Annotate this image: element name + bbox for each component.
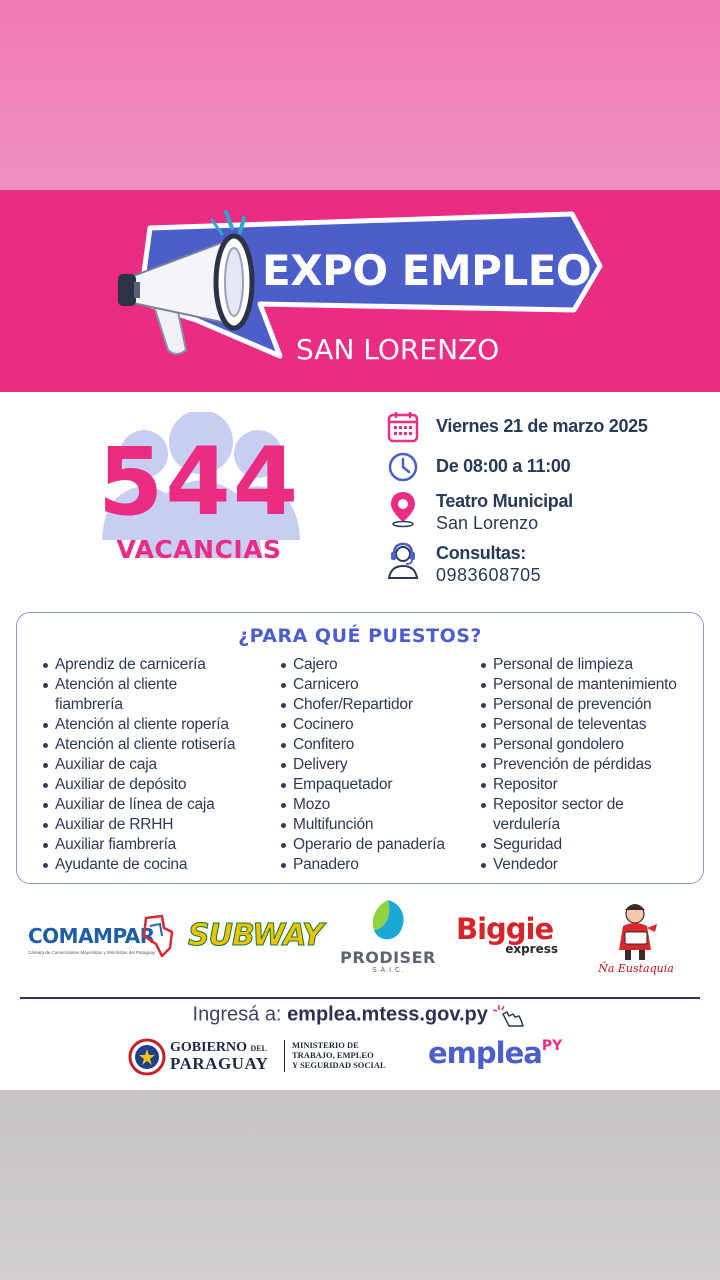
poster-header	[0, 190, 720, 392]
list-item: Chofer/Repartidor	[277, 695, 445, 715]
ministry-line-2: TRABAJO, EMPLEO	[292, 1050, 374, 1060]
list-item: Personal gondolero	[477, 735, 677, 755]
job-list-column-3	[477, 655, 677, 875]
prodiser-emblem-icon	[366, 898, 410, 944]
website-line	[0, 1002, 720, 1028]
list-item: Delivery	[277, 755, 445, 775]
emplea-wordmark: emplea	[428, 1036, 542, 1070]
comampar-logo	[28, 924, 155, 955]
footer-logos	[0, 1034, 720, 1080]
list-item: Repositor sector de	[477, 795, 677, 815]
footer-separator	[284, 1040, 285, 1072]
job-list-column-1	[39, 655, 235, 875]
list-item: Empaquetador	[277, 775, 445, 795]
biggie-express-logo	[456, 912, 568, 956]
location-name: Teatro Municipal	[436, 491, 573, 511]
list-item: Operario de panadería	[277, 835, 445, 855]
job-positions-panel	[16, 612, 704, 884]
list-item: Carnicero	[277, 675, 445, 695]
sponsor-logos	[0, 898, 720, 998]
emplea-py-badge: PY	[541, 1038, 563, 1054]
list-item: Auxiliar fiambrería	[39, 835, 235, 855]
list-item: Auxiliar de caja	[39, 755, 235, 775]
website-link[interactable]: emplea.mtess.gov.py	[287, 1003, 488, 1026]
list-item: Repositor	[477, 775, 677, 795]
headset-support-icon	[386, 540, 420, 580]
list-item: Atención al cliente rotisería	[39, 735, 235, 755]
list-item: Prevención de pérdidas	[477, 755, 677, 775]
government-line-1: GOBIERNO	[170, 1040, 248, 1055]
event-title: EXPO EMPLEO	[262, 246, 592, 295]
clock-icon	[386, 450, 420, 484]
list-item: Atención al cliente	[39, 675, 235, 695]
prodiser-sub: S.A.I.C.	[371, 967, 405, 974]
government-line-2: PARAGUAY	[170, 1054, 269, 1073]
ministry-wordmark	[292, 1040, 386, 1070]
list-item: Multifunción	[277, 815, 445, 835]
comampar-tagline: Cámara de Comerciantes Mayoristas y Minoristas del Paraguay	[28, 950, 156, 955]
list-item: Auxiliar de línea de caja	[39, 795, 235, 815]
eustaquia-name: Ña Eustaquia	[598, 962, 674, 975]
event-date: Viernes 21 de marzo 2025	[436, 416, 648, 436]
list-item: Vendedor	[477, 855, 677, 875]
vacancies-count: 544	[97, 428, 301, 537]
list-item: Seguridad	[477, 835, 677, 855]
subway-name: SUBWAY	[188, 918, 323, 953]
list-item: Auxiliar de RRHH	[39, 815, 235, 835]
list-item: Ayudante de cocina	[39, 855, 235, 875]
list-item: Panadero	[277, 855, 445, 875]
website-label: Ingresá a:	[192, 1003, 282, 1026]
subway-logo	[188, 918, 323, 953]
comampar-name: COMAMPAR	[28, 924, 155, 948]
list-item: Atención al cliente ropería	[39, 715, 235, 735]
chef-character-icon	[611, 898, 661, 962]
list-item: fiambrería	[55, 696, 123, 713]
bottom-background-band	[0, 1090, 720, 1280]
list-item: Personal de televentas	[477, 715, 677, 735]
list-item: Confitero	[277, 735, 445, 755]
prodiser-logo	[340, 898, 436, 974]
prodiser-name: PRODISER	[340, 948, 436, 967]
government-del: DEL	[250, 1044, 267, 1053]
list-item: Cocinero	[277, 715, 445, 735]
location-city: San Lorenzo	[436, 513, 539, 533]
job-list-column-2	[277, 655, 445, 875]
list-item: Auxiliar de depósito	[39, 775, 235, 795]
location-pin-icon	[386, 488, 420, 528]
list-item: Aprendiz de carnicería	[39, 655, 235, 675]
top-background-band	[0, 0, 720, 190]
na-eustaquia-logo	[594, 898, 678, 975]
paraguay-map-icon	[140, 914, 176, 958]
contact-phone: 0983608705	[436, 565, 542, 585]
list-item: Personal de limpieza	[477, 655, 677, 675]
ministry-line-3: Y SEGURIDAD SOCIAL	[292, 1060, 386, 1070]
biggie-sub: express	[505, 942, 558, 956]
contact-label: Consultas:	[436, 543, 527, 563]
calendar-icon	[386, 410, 420, 444]
event-time: De 08:00 a 11:00	[436, 456, 571, 476]
list-item: Personal de mantenimiento	[477, 675, 677, 695]
vacancies-label: VACANCIAS	[116, 535, 282, 564]
ministry-line-1: MINISTERIO DE	[292, 1040, 359, 1050]
list-item: verdulería	[493, 816, 560, 833]
job-fair-poster	[0, 190, 720, 1090]
list-item: Personal de prevención	[477, 695, 677, 715]
list-item: Cajero	[277, 655, 445, 675]
biggie-name: Biggie	[456, 912, 554, 946]
paraguay-seal-icon	[128, 1038, 166, 1076]
pointer-hand-icon	[493, 1002, 527, 1028]
event-subtitle: SAN LORENZO	[296, 333, 500, 366]
list-item: Mozo	[277, 795, 445, 815]
emplea-py-logo	[428, 1036, 562, 1070]
divider	[20, 997, 700, 999]
government-wordmark	[170, 1040, 268, 1071]
job-positions-title: ¿PARA QUÉ PUESTOS?	[238, 625, 482, 647]
